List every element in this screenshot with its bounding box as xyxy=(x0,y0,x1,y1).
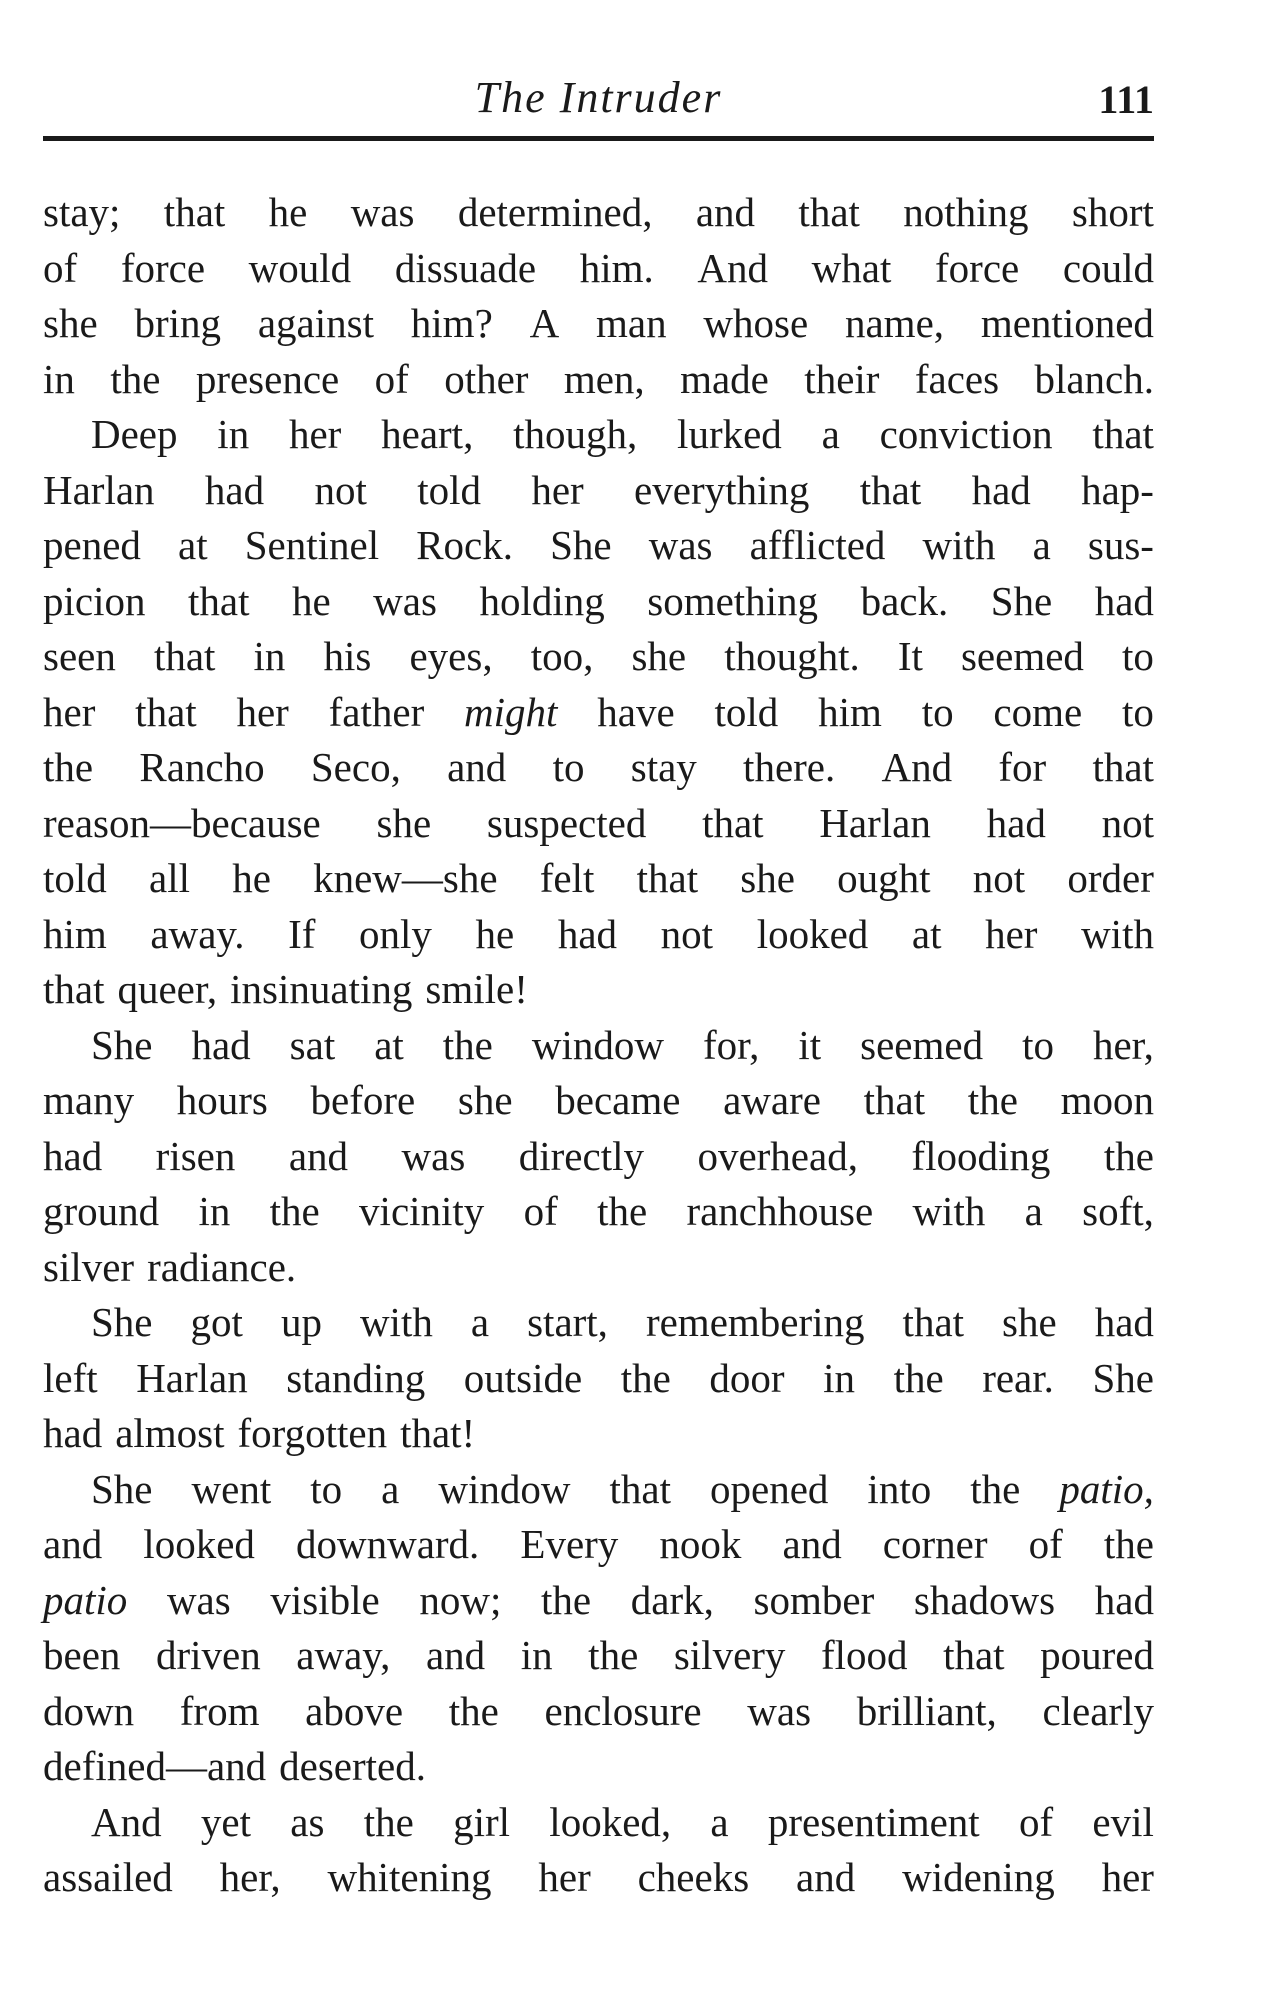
text-line: seen that in his eyes, too, she thought. It seemed to xyxy=(43,633,1154,679)
text-line: patio was visible now; the dark, somber shadows had xyxy=(43,1576,1154,1623)
text-line: stay; that he was determined, and that nothing short xyxy=(43,189,1154,235)
text-line: She got up with a start, remembering that she had xyxy=(91,1299,1154,1345)
running-header xyxy=(43,70,1154,140)
book-page xyxy=(43,70,1154,1906)
text-line: silver radiance. xyxy=(43,1243,297,1290)
text-line: told all he knew—she felt that she ought not order xyxy=(43,855,1154,901)
text-line: had almost forgotten that! xyxy=(43,1410,476,1456)
body-text xyxy=(43,185,1154,1906)
text-line: the Rancho Seco, and to stay there. And for that xyxy=(43,744,1154,790)
text-line: she bring against him? A man whose name, mentioned xyxy=(43,300,1154,346)
text-line: been driven away, and in the silvery flood that poured xyxy=(43,1632,1154,1678)
text-line: She had sat at the window for, it seemed to her, xyxy=(91,1021,1154,1068)
text-line: She went to a window that opened into the patio, xyxy=(91,1465,1154,1512)
page-number: 111 xyxy=(1098,77,1154,122)
running-title: The Intruder xyxy=(474,73,723,122)
text-line: defined—and deserted. xyxy=(43,1743,426,1789)
text-line: down from above the enclosure was brilliant, clearly xyxy=(43,1687,1154,1734)
text-line: Deep in her heart, though, lurked a conviction that xyxy=(91,411,1154,457)
text-line: reason—because she suspected that Harlan had not xyxy=(43,799,1154,846)
text-line: And yet as the girl looked, a presentiment of evil xyxy=(91,1798,1154,1845)
text-line: ground in the vicinity of the ranchhouse with a soft, xyxy=(43,1188,1154,1234)
text-line: pened at Sentinel Rock. She was afflicted with a sus- xyxy=(43,522,1154,568)
text-line: many hours before she became aware that the moon xyxy=(43,1077,1154,1123)
text-line: that queer, insinuating smile! xyxy=(43,966,528,1012)
text-line: in the presence of other men, made their faces blanch. xyxy=(43,355,1154,402)
text-line: had risen and was directly overhead, flooding the xyxy=(43,1132,1154,1179)
text-line: and looked downward. Every nook and corner of the xyxy=(43,1521,1154,1567)
text-line: him away. If only he had not looked at her with xyxy=(43,910,1154,957)
text-line: left Harlan standing outside the door in the rear. She xyxy=(43,1354,1154,1401)
text-line: Harlan had not told her everything that had hap- xyxy=(43,466,1154,513)
text-line: assailed her, whitening her cheeks and widening her xyxy=(43,1854,1154,1900)
text-line: her that her father might have told him to come to xyxy=(43,688,1154,735)
text-line: of force would dissuade him. And what force could xyxy=(43,244,1154,291)
header-rule xyxy=(43,136,1154,141)
text-line: picion that he was holding something back. She had xyxy=(43,577,1154,624)
